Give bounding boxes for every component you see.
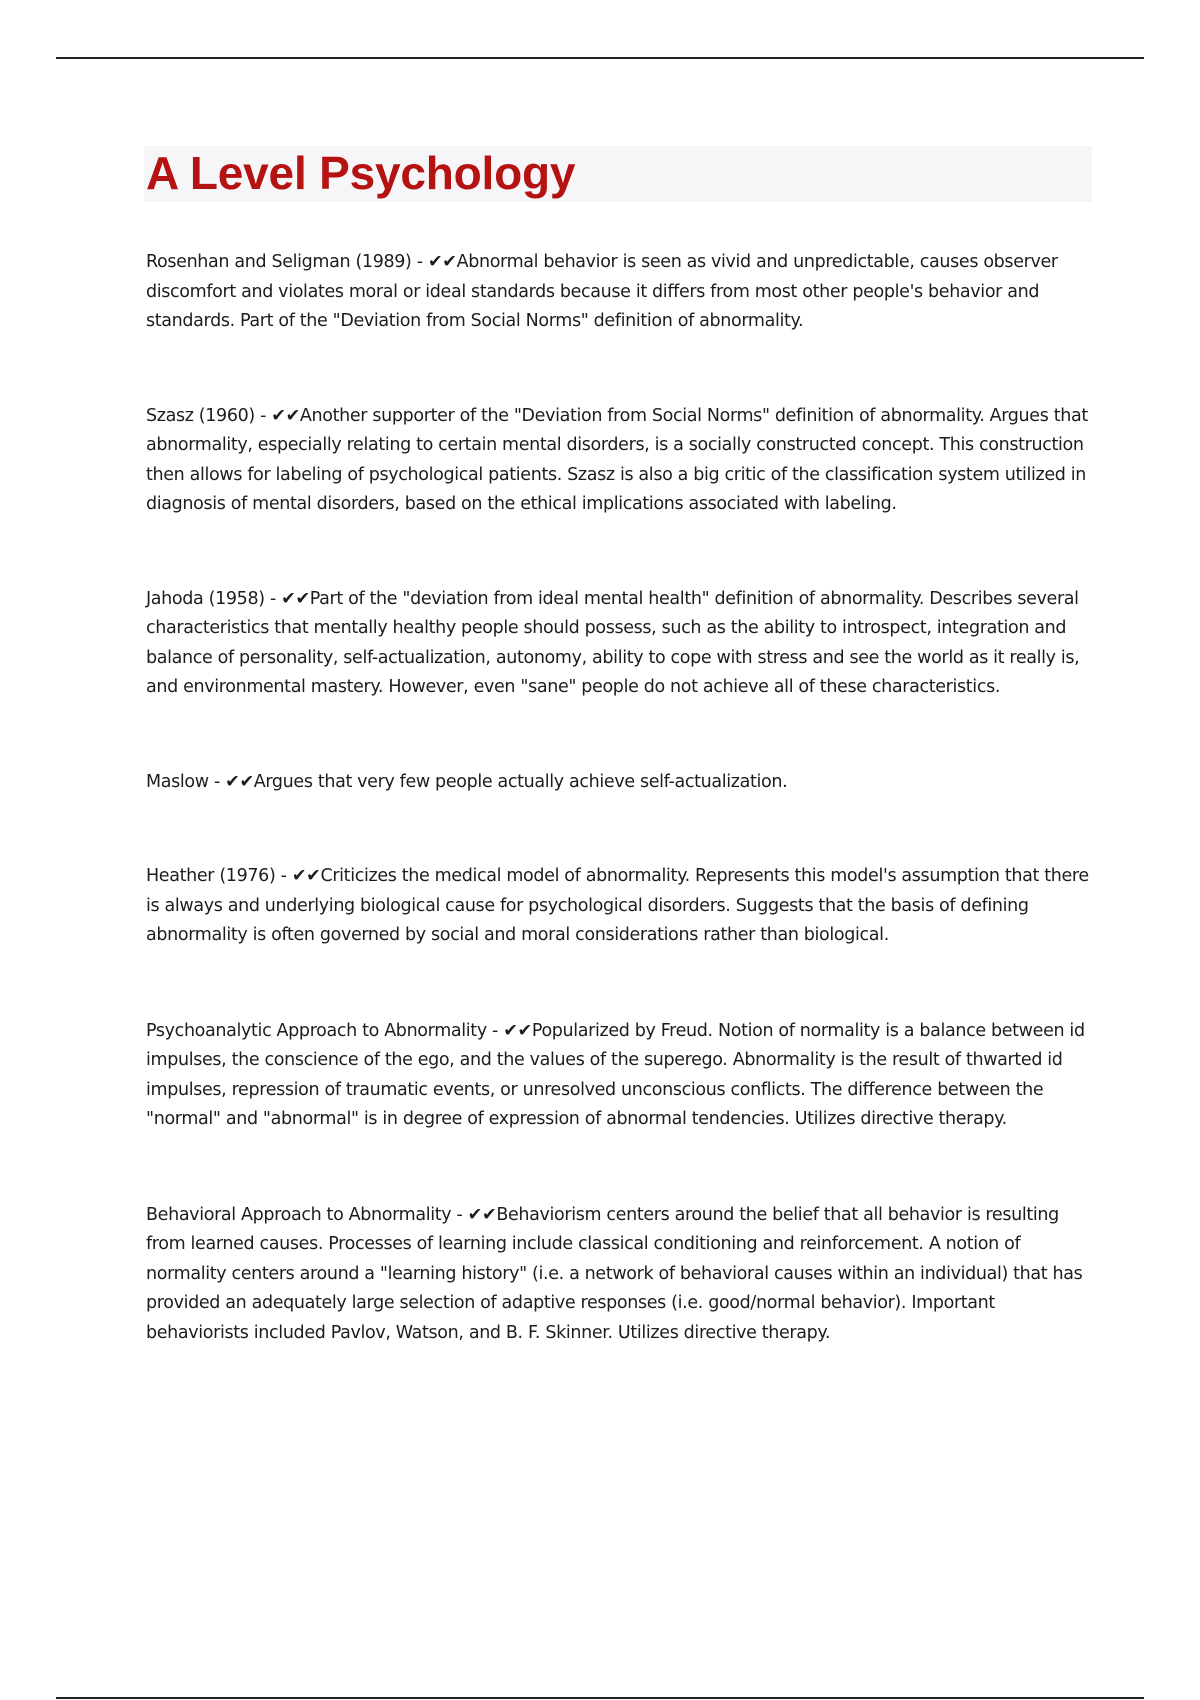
entry-rosenhan-seligman: [146, 248, 1092, 337]
entry-term: Jahoda (1958): [146, 588, 265, 609]
entry-definition: Behaviorism centers around the belief that all behavior is resulting from learned causes. Processes of learning include classical conditioning and reinforcement. A notion of normality centers around a "learning history" (i.e. a network of behavioral causes within an individual) that has provided an adequately large selection of adaptive responses (i.e. good/normal behavior). Important behaviorists included Pavlov, Watson, and B. F. Skinner. Utilizes directive therapy.: [146, 1204, 1083, 1343]
entry-definition: Another supporter of the "Deviation from Social Norms" definition of abnormality. Argues that abnormality, especially relating to certain mental disorders, is a socially constructed concept. This construction then allows for labeling of psychological patients. Szasz is also a big critic of the classification system utilized in diagnosis of mental disorders, based on the ethical implications associated with labeling.: [146, 405, 1088, 514]
header-rule: [56, 57, 1144, 59]
entry-separator: -: [451, 1204, 468, 1225]
double-check-icon: ✔✔: [291, 866, 321, 886]
entry-szasz: [146, 402, 1092, 520]
double-check-icon: ✔✔: [281, 588, 310, 609]
double-check-icon: ✔✔: [271, 405, 300, 426]
entry-behavioral-approach: [146, 1201, 1092, 1349]
entry-term: Heather (1976): [146, 866, 276, 886]
entry-definition: Argues that very few people actually achieve self-actualization.: [253, 771, 788, 792]
double-check-icon: ✔✔: [503, 1020, 532, 1041]
entry-separator: -: [254, 405, 272, 426]
entry-definition: Abnormal behavior is seen as vivid and unpredictable, causes observer discomfort and violates moral or ideal standards because it differs from most other people's behavior and standards. Part of the "Deviation from Social Norms" definition of abnormality.: [146, 252, 1058, 331]
entry-definition: Part of the "deviation from ideal mental health" definition of abnormality. Describes several characteristics that mentally healthy people should possess, such as the ability to introspect, integration and balance of personality, self-actualization, autonomy, ability to cope with stress and see the world as it really is, and environmental mastery. However, even "sane" people do not achieve all of these characteristics.: [146, 588, 1080, 697]
double-check-icon: ✔✔: [467, 1204, 497, 1225]
entry-heather: [146, 862, 1092, 951]
entry-separator: -: [264, 588, 282, 609]
entry-separator: -: [411, 252, 428, 272]
entry-separator: -: [486, 1020, 504, 1041]
entry-definition: Criticizes the medical model of abnormality. Represents this model's assumption that there is always and underlying biological cause for psychological disorders. Suggests that the basis of defining abnormality is often governed by social and moral considerations rather than biological.: [146, 866, 1089, 945]
entry-separator: -: [275, 866, 292, 886]
document-title: A Level Psychology: [146, 147, 576, 199]
entry-jahoda: [146, 585, 1092, 703]
footer-rule: [56, 1697, 1144, 1699]
entry-term: Rosenhan and Seligman (1989): [146, 252, 412, 272]
entry-term: Szasz (1960): [146, 405, 255, 426]
entry-term: Maslow: [146, 771, 209, 792]
entry-separator: -: [208, 771, 226, 792]
entry-definition: Popularized by Freud. Notion of normality is a balance between id impulses, the conscience of the ego, and the values of the superego. Abnormality is the result of thwarted id impulses, repression of traumatic events, or unresolved unconscious conflicts. The difference between the "normal" and "abnormal" is in degree of expression of abnormal tendencies. Utilizes directive therapy.: [146, 1020, 1085, 1129]
entry-maslow: [146, 768, 1092, 798]
entry-psychoanalytic-approach: [146, 1017, 1092, 1135]
double-check-icon: ✔✔: [225, 771, 254, 792]
entry-term: Psychoanalytic Approach to Abnormality: [146, 1020, 487, 1041]
entry-term: Behavioral Approach to Abnormality: [146, 1204, 452, 1225]
double-check-icon: ✔✔: [427, 252, 457, 272]
entry-list: [146, 248, 1092, 1348]
